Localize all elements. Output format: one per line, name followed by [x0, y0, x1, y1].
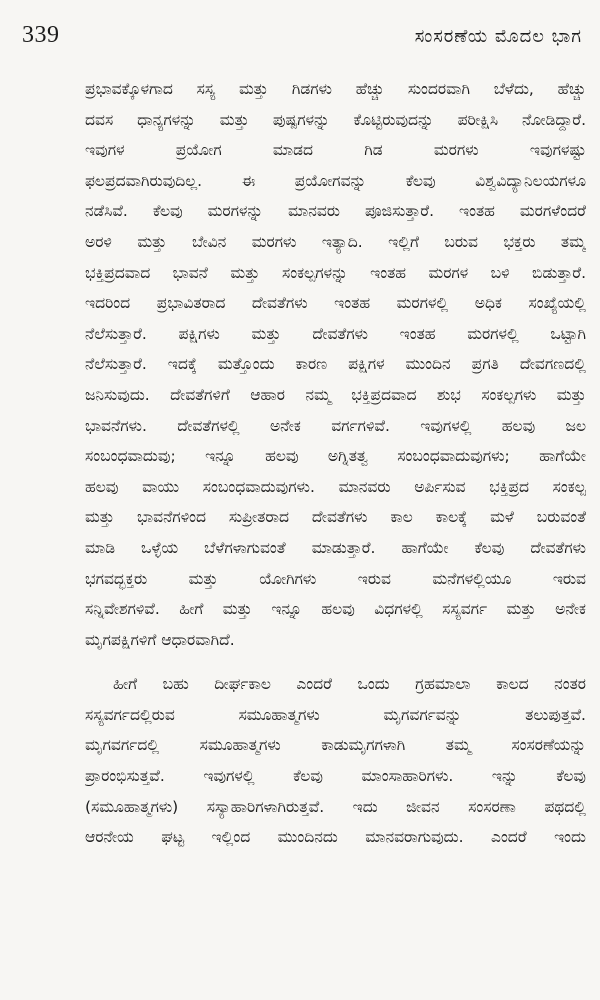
- text-line: ಇವುಗಳ ಪ್ರಯೋಗ ಮಾಡದ ಗಿಡ ಮರಗಳು ಇವುಗಳಷ್ಟು: [85, 141, 586, 160]
- text-line: ದವಸ ಧಾನ್ಯಗಳನ್ನು ಮತ್ತು ಪುಷ್ಪಗಳನ್ನು ಕೊಟ್ಟಿರುವುದನ್ನು ಪರೀಕ್ಷಿಸಿ ನೋಡಿದ್ದಾರೆ.: [85, 110, 586, 129]
- text-line: ನೆಲೆಸುತ್ತಾರೆ. ಪಕ್ಷಿಗಳು ಮತ್ತು ದೇವತೆಗಳು ಇಂತಹ ಮರಗಳಲ್ಲಿ ಒಟ್ಟಾಗಿ: [85, 324, 586, 343]
- text-line: ಸಂಬಂಧವಾದುವು; ಇನ್ನೂ ಹಲವು ಅಗ್ನಿತತ್ವ ಸಂಬಂಧವಾದುವುಗಳು; ಹಾಗೆಯೇ: [85, 447, 586, 466]
- body-text: [85, 74, 586, 853]
- text-line: ಮೃಗವರ್ಗದಲ್ಲಿ ಸಮೂಹಾತ್ಮಗಳು ಕಾಡುಮೃಗಗಳಾಗಿ ತಮ್ಮ ಸಂಸರಣೆಯನ್ನು: [85, 736, 586, 755]
- running-head-title: ಸಂಸರಣೆಯ ಮೊದಲ ಭಾಗ: [414, 26, 582, 47]
- text-line: ಅರಳಿ ಮತ್ತು ಬೇವಿನ ಮರಗಳು ಇತ್ಯಾದಿ. ಇಲ್ಲಿಗೆ ಬರುವ ಭಕ್ತರು ತಮ್ಮ: [85, 232, 586, 251]
- text-line: ಹೀಗೆ ಬಹು ದೀರ್ಘಕಾಲ ಎಂದರೆ ಒಂದು ಗ್ರಹಮಾಲಾ ಕಾಲದ ನಂತರ: [113, 675, 586, 694]
- text-line: ಸನ್ನಿವೇಶಗಳಿವೆ. ಹೀಗೆ ಮತ್ತು ಇನ್ನೂ ಹಲವು ವಿಧಗಳಲ್ಲಿ ಸಸ್ಯವರ್ಗ ಮತ್ತು ಅನೇಕ: [85, 600, 586, 619]
- text-line: ಭಗವದ್ಭಕ್ತರು ಮತ್ತು ಯೋಗಿಗಳು ಇರುವ ಮನೆಗಳಲ್ಲಿಯೂ ಇರುವ: [85, 569, 586, 588]
- text-line: ಆರನೇಯ ಘಟ್ಟ ಇಲ್ಲಿಂದ ಮುಂದಿನದು ಮಾನವರಾಗುವುದು. ಎಂದರೆ ಇಂದು: [85, 828, 586, 847]
- text-line: ನೆಲೆಸುತ್ತಾರೆ. ಇದಕ್ಕೆ ಮತ್ತೊಂದು ಕಾರಣ ಪಕ್ಷಿಗಳ ಮುಂದಿನ ಪ್ರಗತಿ ದೇವಗಣದಲ್ಲಿ: [85, 355, 586, 374]
- text-line: ಭಾವನೆಗಳು. ದೇವತೆಗಳಲ್ಲಿ ಅನೇಕ ವರ್ಗಗಳಿವೆ. ಇವುಗಳಲ್ಲಿ ಹಲವು ಜಲ: [85, 416, 586, 435]
- text-line: (ಸಮೂಹಾತ್ಮಗಳು) ಸಸ್ಯಾಹಾರಿಗಳಾಗಿರುತ್ತವೆ. ಇದು ಜೀವನ ಸಂಸರಣಾ ಪಥದಲ್ಲಿ: [85, 797, 586, 816]
- text-line: ಮೃಗಪಕ್ಷಿಗಳಿಗೆ ಆಧಾರವಾಗಿದೆ.: [85, 630, 235, 649]
- text-line: ಹಲವು ವಾಯು ಸಂಬಂಧವಾದುವುಗಳು. ಮಾನವರು ಅರ್ಪಿಸುವ ಭಕ್ತಿಪ್ರದ ಸಂಕಲ್ಪ: [85, 477, 586, 496]
- text-line: ಮಾಡಿ ಒಳ್ಳೆಯ ಬೆಳೆಗಳಾಗುವಂತೆ ಮಾಡುತ್ತಾರೆ. ಹಾಗೆಯೇ ಕೆಲವು ದೇವತೆಗಳು: [85, 538, 586, 557]
- page-header: [22, 22, 582, 50]
- text-line: ಪ್ರಭಾವಕ್ಕೊಳಗಾದ ಸಸ್ಯ ಮತ್ತು ಗಿಡಗಳು ಹೆಚ್ಚು ಸುಂದರವಾಗಿ ಬೆಳೆದು, ಹೆಚ್ಚು: [85, 80, 586, 98]
- text-line: ಇದರಿಂದ ಪ್ರಭಾವಿತರಾದ ದೇವತೆಗಳು ಇಂತಹ ಮರಗಳಲ್ಲಿ ಅಧಿಕ ಸಂಖ್ಯೆಯಲ್ಲಿ: [85, 294, 586, 313]
- page-number: 339: [22, 22, 60, 48]
- text-line: ಸಸ್ಯವರ್ಗದಲ್ಲಿರುವ ಸಮೂಹಾತ್ಮಗಳು ಮೃಗವರ್ಗವನ್ನು ತಲುಪುತ್ತವೆ.: [85, 705, 586, 724]
- text-line: ನಡೆಸಿವೆ. ಕೆಲವು ಮರಗಳನ್ನು ಮಾನವರು ಪೂಜಿಸುತ್ತಾರೆ. ಇಂತಹ ಮರಗಳೆಂದರೆ: [85, 202, 586, 221]
- text-line: ಭಕ್ತಿಪ್ರದವಾದ ಭಾವನೆ ಮತ್ತು ಸಂಕಲ್ಪಗಳನ್ನು ಇಂತಹ ಮರಗಳ ಬಳಿ ಬಿಡುತ್ತಾರೆ.: [85, 263, 586, 282]
- text-line: ಮತ್ತು ಭಾವನೆಗಳಿಂದ ಸುಪ್ರೀತರಾದ ದೇವತೆಗಳು ಕಾಲ ಕಾಲಕ್ಕೆ ಮಳೆ ಬರುವಂತೆ: [85, 508, 586, 527]
- text-line: ಜನಿಸುವುದು. ದೇವತೆಗಳಿಗೆ ಆಹಾರ ನಮ್ಮ ಭಕ್ತಿಪ್ರದವಾದ ಶುಭ ಸಂಕಲ್ಪಗಳು ಮತ್ತು: [85, 385, 586, 404]
- text-line: ಫಲಪ್ರದವಾಗಿರುವುದಿಲ್ಲ. ಈ ಪ್ರಯೋಗವನ್ನು ಕೆಲವು ವಿಶ್ವವಿದ್ಯಾನಿಲಯಗಳೂ: [85, 171, 586, 190]
- text-line: ಪ್ರಾರಂಭಿಸುತ್ತವೆ. ಇವುಗಳಲ್ಲಿ ಕೆಲವು ಮಾಂಸಾಹಾರಿಗಳು. ಇನ್ನು ಕೆಲವು: [85, 767, 586, 786]
